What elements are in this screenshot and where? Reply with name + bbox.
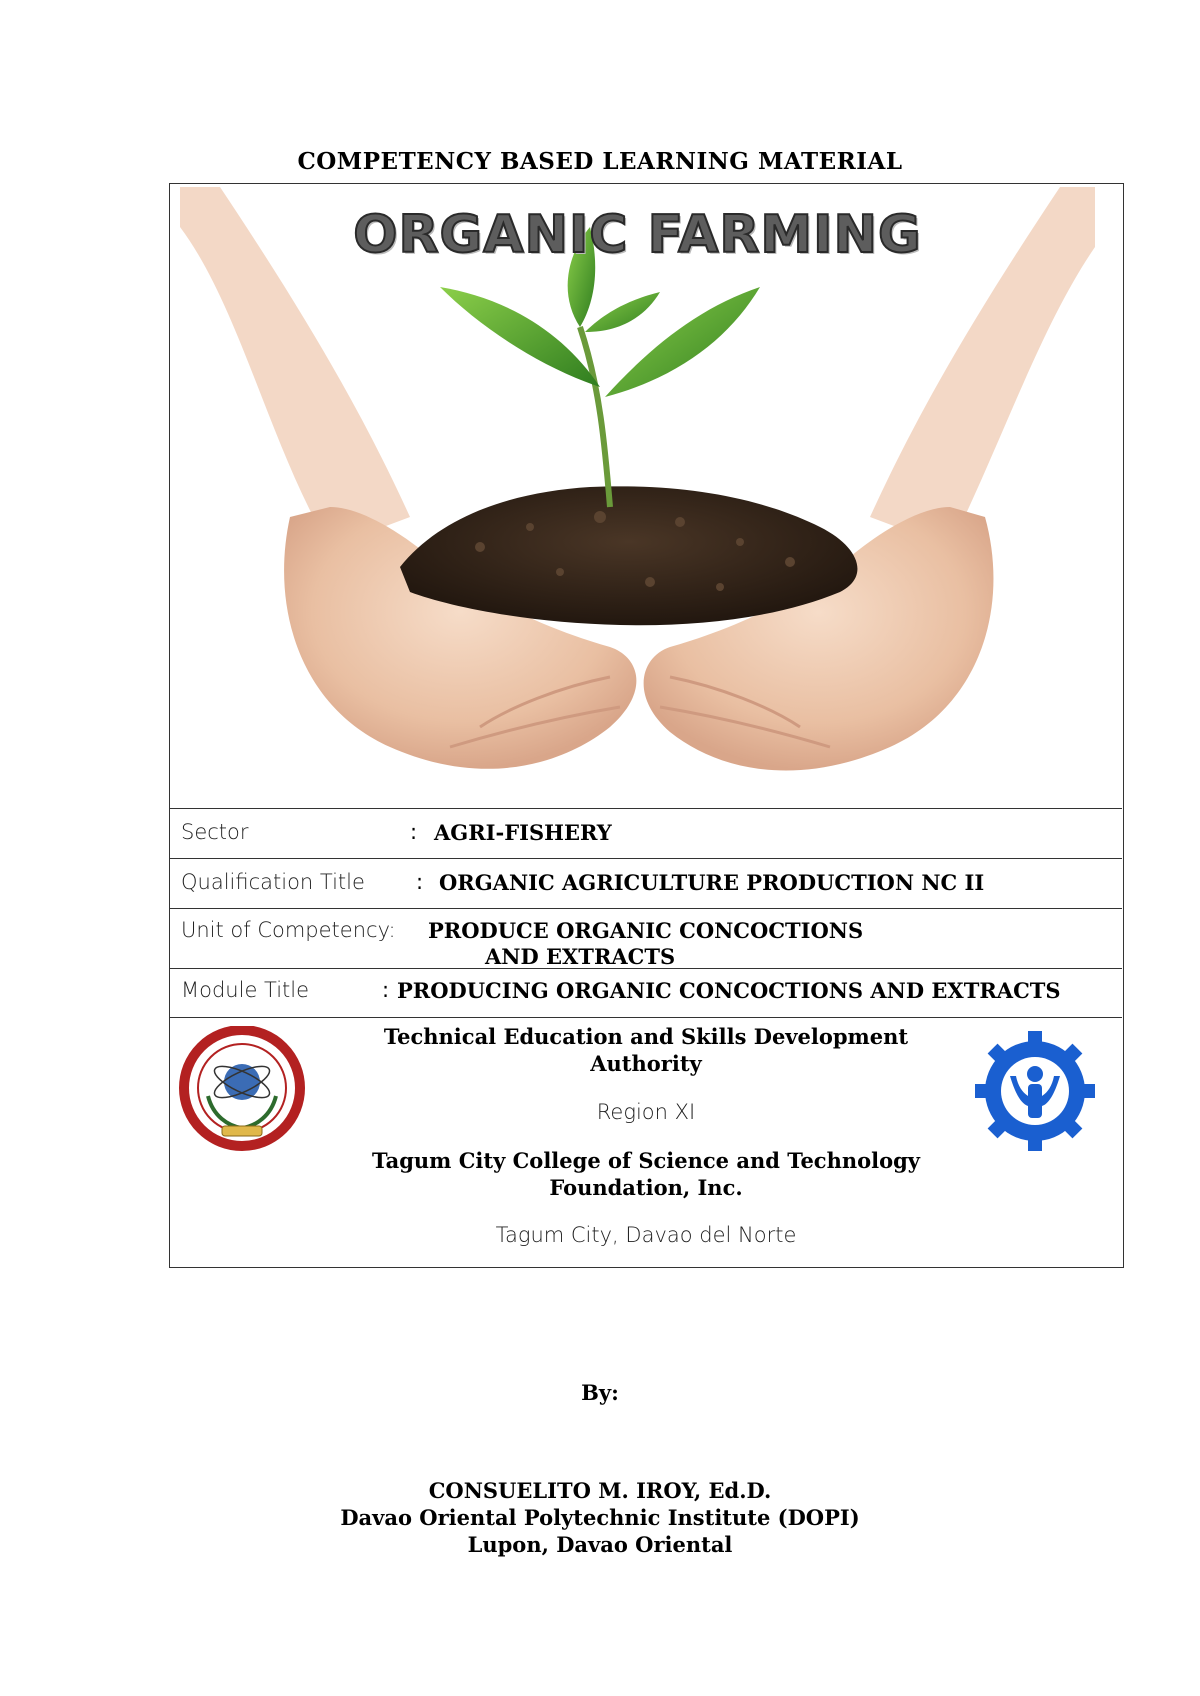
college-line2: Foundation, Inc. — [549, 1175, 743, 1200]
qualification-value: ORGANIC AGRICULTURE PRODUCTION NC II — [439, 870, 985, 895]
sector-colon: : — [410, 820, 418, 844]
qualification-label: Qualification Title — [181, 870, 365, 894]
hero-image — [180, 187, 1095, 807]
qualification-colon: : — [416, 870, 424, 894]
author-name: CONSUELITO M. IROY, Ed.D. — [428, 1478, 772, 1503]
region: Region XI — [596, 1100, 696, 1124]
sector-label: Sector — [181, 820, 249, 844]
unit-value-line2: AND EXTRACTS — [485, 944, 676, 969]
module-label: Module Title — [181, 978, 310, 1002]
unit-row — [170, 908, 1122, 968]
hands-with-seedling-illustration — [180, 187, 1095, 807]
unit-label: Unit of Competency: — [181, 918, 396, 942]
hero-title: ORGANIC FARMING — [353, 205, 922, 265]
cover-table — [169, 183, 1124, 1268]
module-colon: : — [382, 978, 390, 1002]
sector-value: AGRI-FISHERY — [434, 820, 612, 845]
authority-block — [170, 1017, 1122, 1269]
author-institution: Davao Oriental Polytechnic Institute (DOPI) — [340, 1505, 860, 1530]
authority-line1: Technical Education and Skills Development — [383, 1024, 909, 1049]
sector-row — [170, 808, 1122, 858]
module-value: PRODUCING ORGANIC CONCOCTIONS AND EXTRACTS — [397, 978, 1061, 1003]
module-row — [170, 968, 1122, 1017]
qualification-row — [170, 858, 1122, 908]
document-heading: COMPETENCY BASED LEARNING MATERIAL — [297, 148, 903, 175]
college-line1: Tagum City College of Science and Technology — [371, 1148, 921, 1173]
college-location: Tagum City, Davao del Norte — [495, 1223, 797, 1247]
by-label: By: — [581, 1380, 619, 1405]
unit-value-line1: PRODUCE ORGANIC CONCOCTIONS — [428, 918, 864, 943]
authority-line2: Authority — [590, 1051, 702, 1076]
author-place: Lupon, Davao Oriental — [467, 1532, 733, 1557]
